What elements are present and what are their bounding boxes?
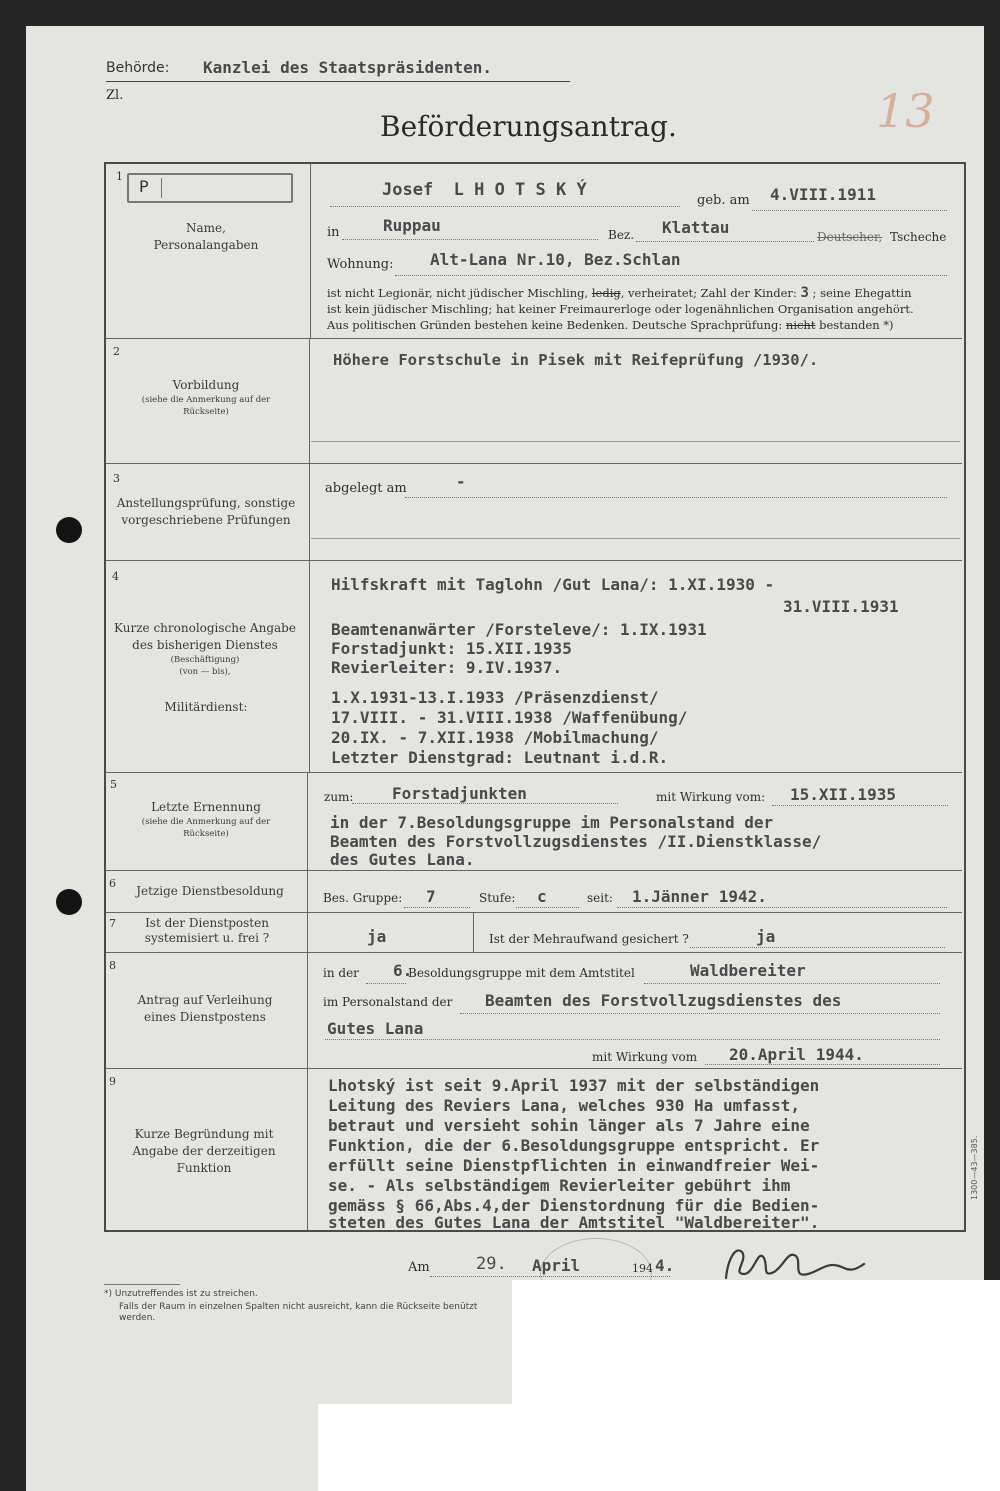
in-label: in [327, 225, 340, 240]
section-number: 6 [109, 877, 116, 890]
target-gruppe: 6. [393, 961, 413, 980]
amtstitel-label: Besoldungsgruppe mit dem Amtstitel [408, 966, 635, 980]
appointment-line: Beamten des Forstvollzugsdienstes /II.Dienstklasse/ [330, 832, 822, 851]
section-label: Letzte Ernennung (siehe die Anmerkung auf der Rückseite) [141, 800, 271, 839]
section-label: Ist der Dienstposten systemisiert u. frei ? [144, 916, 270, 945]
zl-label: Zl. [106, 88, 124, 103]
punch-hole [56, 889, 82, 915]
section-label: Name, Personalangaben [153, 221, 259, 252]
district: Klattau [662, 218, 730, 237]
abgelegt-label: abgelegt am [325, 481, 407, 496]
children-count: 3 [800, 285, 809, 301]
section-label: Kurze chronologische Angabe des bisherigen Dienstes (Beschäftigung) (von — bis), [114, 621, 296, 677]
systemisiert-value: ja [367, 927, 387, 946]
stufe-value: c [537, 887, 547, 906]
birth-date: 4.VIII.1911 [770, 185, 876, 204]
section-number: 2 [113, 345, 120, 358]
person-name: Josef L H O T S K Ý [382, 180, 587, 200]
section-number: 9 [109, 1075, 116, 1088]
justification-line: betraut und versieht sohin länger als 7 Jahre eine [328, 1116, 810, 1135]
punch-hole [56, 517, 82, 543]
service-line: Forstadjunkt: 15.XII.1935 [331, 639, 572, 658]
personal-label: im Personalstand der [323, 995, 453, 1009]
service-line: 31.VIII.1931 [783, 597, 899, 616]
mehraufwand-value: ja [756, 927, 776, 946]
behoerde-value: Kanzlei des Staatspräsidenten. [203, 58, 492, 77]
abgelegt-value: - [456, 472, 466, 491]
section-number: 1 [116, 170, 123, 183]
footnote-1: *) Unzutreffendes ist zu streichen. [104, 1289, 258, 1299]
nationality: Tscheche [890, 230, 947, 244]
service-line: Beamtenanwärter /Forsteleve/: 1.IX.1931 [331, 620, 707, 639]
nicht-struck: nicht [785, 318, 816, 332]
section-number: 8 [109, 959, 116, 972]
page-number: 13 [876, 84, 935, 138]
justification-line: se. - Als selbständigem Revierleiter gebührt ihm [328, 1176, 791, 1195]
mehraufwand-label: Ist der Mehraufwand gesichert ? [489, 932, 689, 946]
residence: Alt-Lana Nr.10, Bez.Schlan [430, 250, 681, 269]
status-line-1: ist nicht Legionär, nicht jüdischer Mischling, ledig, verheiratet; Zahl der Kinder: 3 ; seine Ehegattin [327, 285, 912, 301]
military-line: 1.X.1931-13.I.1933 /Präsenzdienst/ [331, 688, 659, 707]
personal-value-2: Gutes Lana [327, 1019, 424, 1038]
appointment-date: 15.XII.1935 [790, 785, 896, 804]
justification-line: gemäss § 66,Abs.4,der Dienstordnung für die Bedien- [328, 1196, 820, 1215]
justification-line: Leitung des Reviers Lana, welches 930 Ha umfasst, [328, 1096, 801, 1115]
justification-line: erfüllt seine Dienstpflichten in einwandfreier Wei- [328, 1156, 820, 1175]
gruppe-label: Bes. Gruppe: [323, 891, 403, 905]
section-label: Anstellungsprüfung, sonstige vorgeschriebene Prüfungen [116, 496, 296, 527]
wirkung-value: 20.April 1944. [729, 1045, 864, 1064]
ledig-struck: ledig [591, 286, 621, 300]
seit-value: 1.Jänner 1942. [632, 887, 767, 906]
military-line: 17.VIII. - 31.VIII.1938 /Waffenübung/ [331, 708, 688, 727]
status-line-3: Aus politischen Gründen bestehen keine Bedenken. Deutsche Sprachprüfung: nicht bestanden *) [327, 318, 894, 332]
blank-overlay [318, 1404, 512, 1491]
year-prefix: 194 [632, 1262, 653, 1275]
military-line: 20.IX. - 7.XII.1938 /Mobilmachung/ [331, 728, 659, 747]
appointment-line: des Gutes Lana. [330, 850, 475, 869]
section-number: 4 [112, 570, 119, 583]
justification-line: Lhotský ist seit 9.April 1937 mit der selbständigen [328, 1076, 820, 1095]
education: Höhere Forstschule in Pisek mit Reifeprüfung /1930/. [333, 351, 819, 369]
military-line: Letzter Dienstgrad: Leutnant i.d.R. [331, 748, 669, 767]
behoerde-label: Behörde: [106, 60, 170, 76]
year-suffix: 4. [655, 1256, 675, 1275]
gruppe-value: 7 [426, 887, 436, 906]
seit-label: seit: [587, 891, 613, 905]
section-label: Kurze Begründung mit Angabe der derzeitigen Funktion [132, 1127, 276, 1175]
wohnung-label: Wohnung: [327, 257, 394, 272]
personal-value: Beamten des Forstvollzugsdienstes des [485, 991, 842, 1010]
service-line: Revierleiter: 9.IV.1937. [331, 658, 563, 677]
justification-line: steten des Gutes Lana der Amtstitel "Waldbereiter". [328, 1213, 820, 1232]
footnote-2: Falls der Raum in einzelnen Spalten nicht ausreicht, kann die Rückseite benützt werden. [119, 1302, 478, 1323]
sign-month: April [532, 1256, 581, 1275]
section-label: Jetzige Dienstbesoldung [136, 884, 284, 898]
form-code: 1300—43—385. [970, 1135, 979, 1200]
blank-overlay [512, 1280, 1000, 1491]
birth-place: Ruppau [383, 216, 441, 235]
militaerdienst-label: Militärdienst: [164, 700, 248, 714]
section-label: Vorbildung (siehe die Anmerkung auf der Rückseite) [141, 378, 271, 417]
section-number: 5 [110, 778, 117, 791]
page-title: Beförderungsantrag. [380, 110, 677, 143]
appointment: Forstadjunkten [392, 784, 527, 803]
geb-label: geb. am [697, 193, 750, 208]
am-label: Am [408, 1260, 430, 1275]
wirkung-label: mit Wirkung vom [592, 1050, 698, 1064]
nationality-struck: Deutscher, [817, 230, 883, 244]
bez-label: Bez. [608, 228, 635, 242]
section-label: Antrag auf Verleihung eines Dienstpostens [137, 993, 273, 1024]
appointment-line: in der 7.Besoldungsgruppe im Personalstand der [330, 813, 774, 832]
justification-line: Funktion, die der 6.Besoldungsgruppe entspricht. Er [328, 1136, 820, 1155]
stufe-label: Stufe: [479, 891, 516, 905]
section-number: 7 [109, 917, 116, 930]
in-der-label: in der [323, 966, 359, 980]
p-box: P [127, 173, 293, 203]
wirkung-label: mit Wirkung vom: [656, 790, 766, 804]
sign-day: 29. [476, 1254, 507, 1274]
zum-label: zum: [324, 790, 354, 804]
status-line-2: ist kein jüdischer Mischling; hat keiner Freimaurerloge oder logenähnlichen Organisation angehört. [327, 302, 914, 316]
amtstitel-value: Waldbereiter [690, 961, 806, 980]
service-line: Hilfskraft mit Taglohn /Gut Lana/: 1.XI.1930 - [331, 575, 775, 594]
section-number: 3 [113, 472, 120, 485]
